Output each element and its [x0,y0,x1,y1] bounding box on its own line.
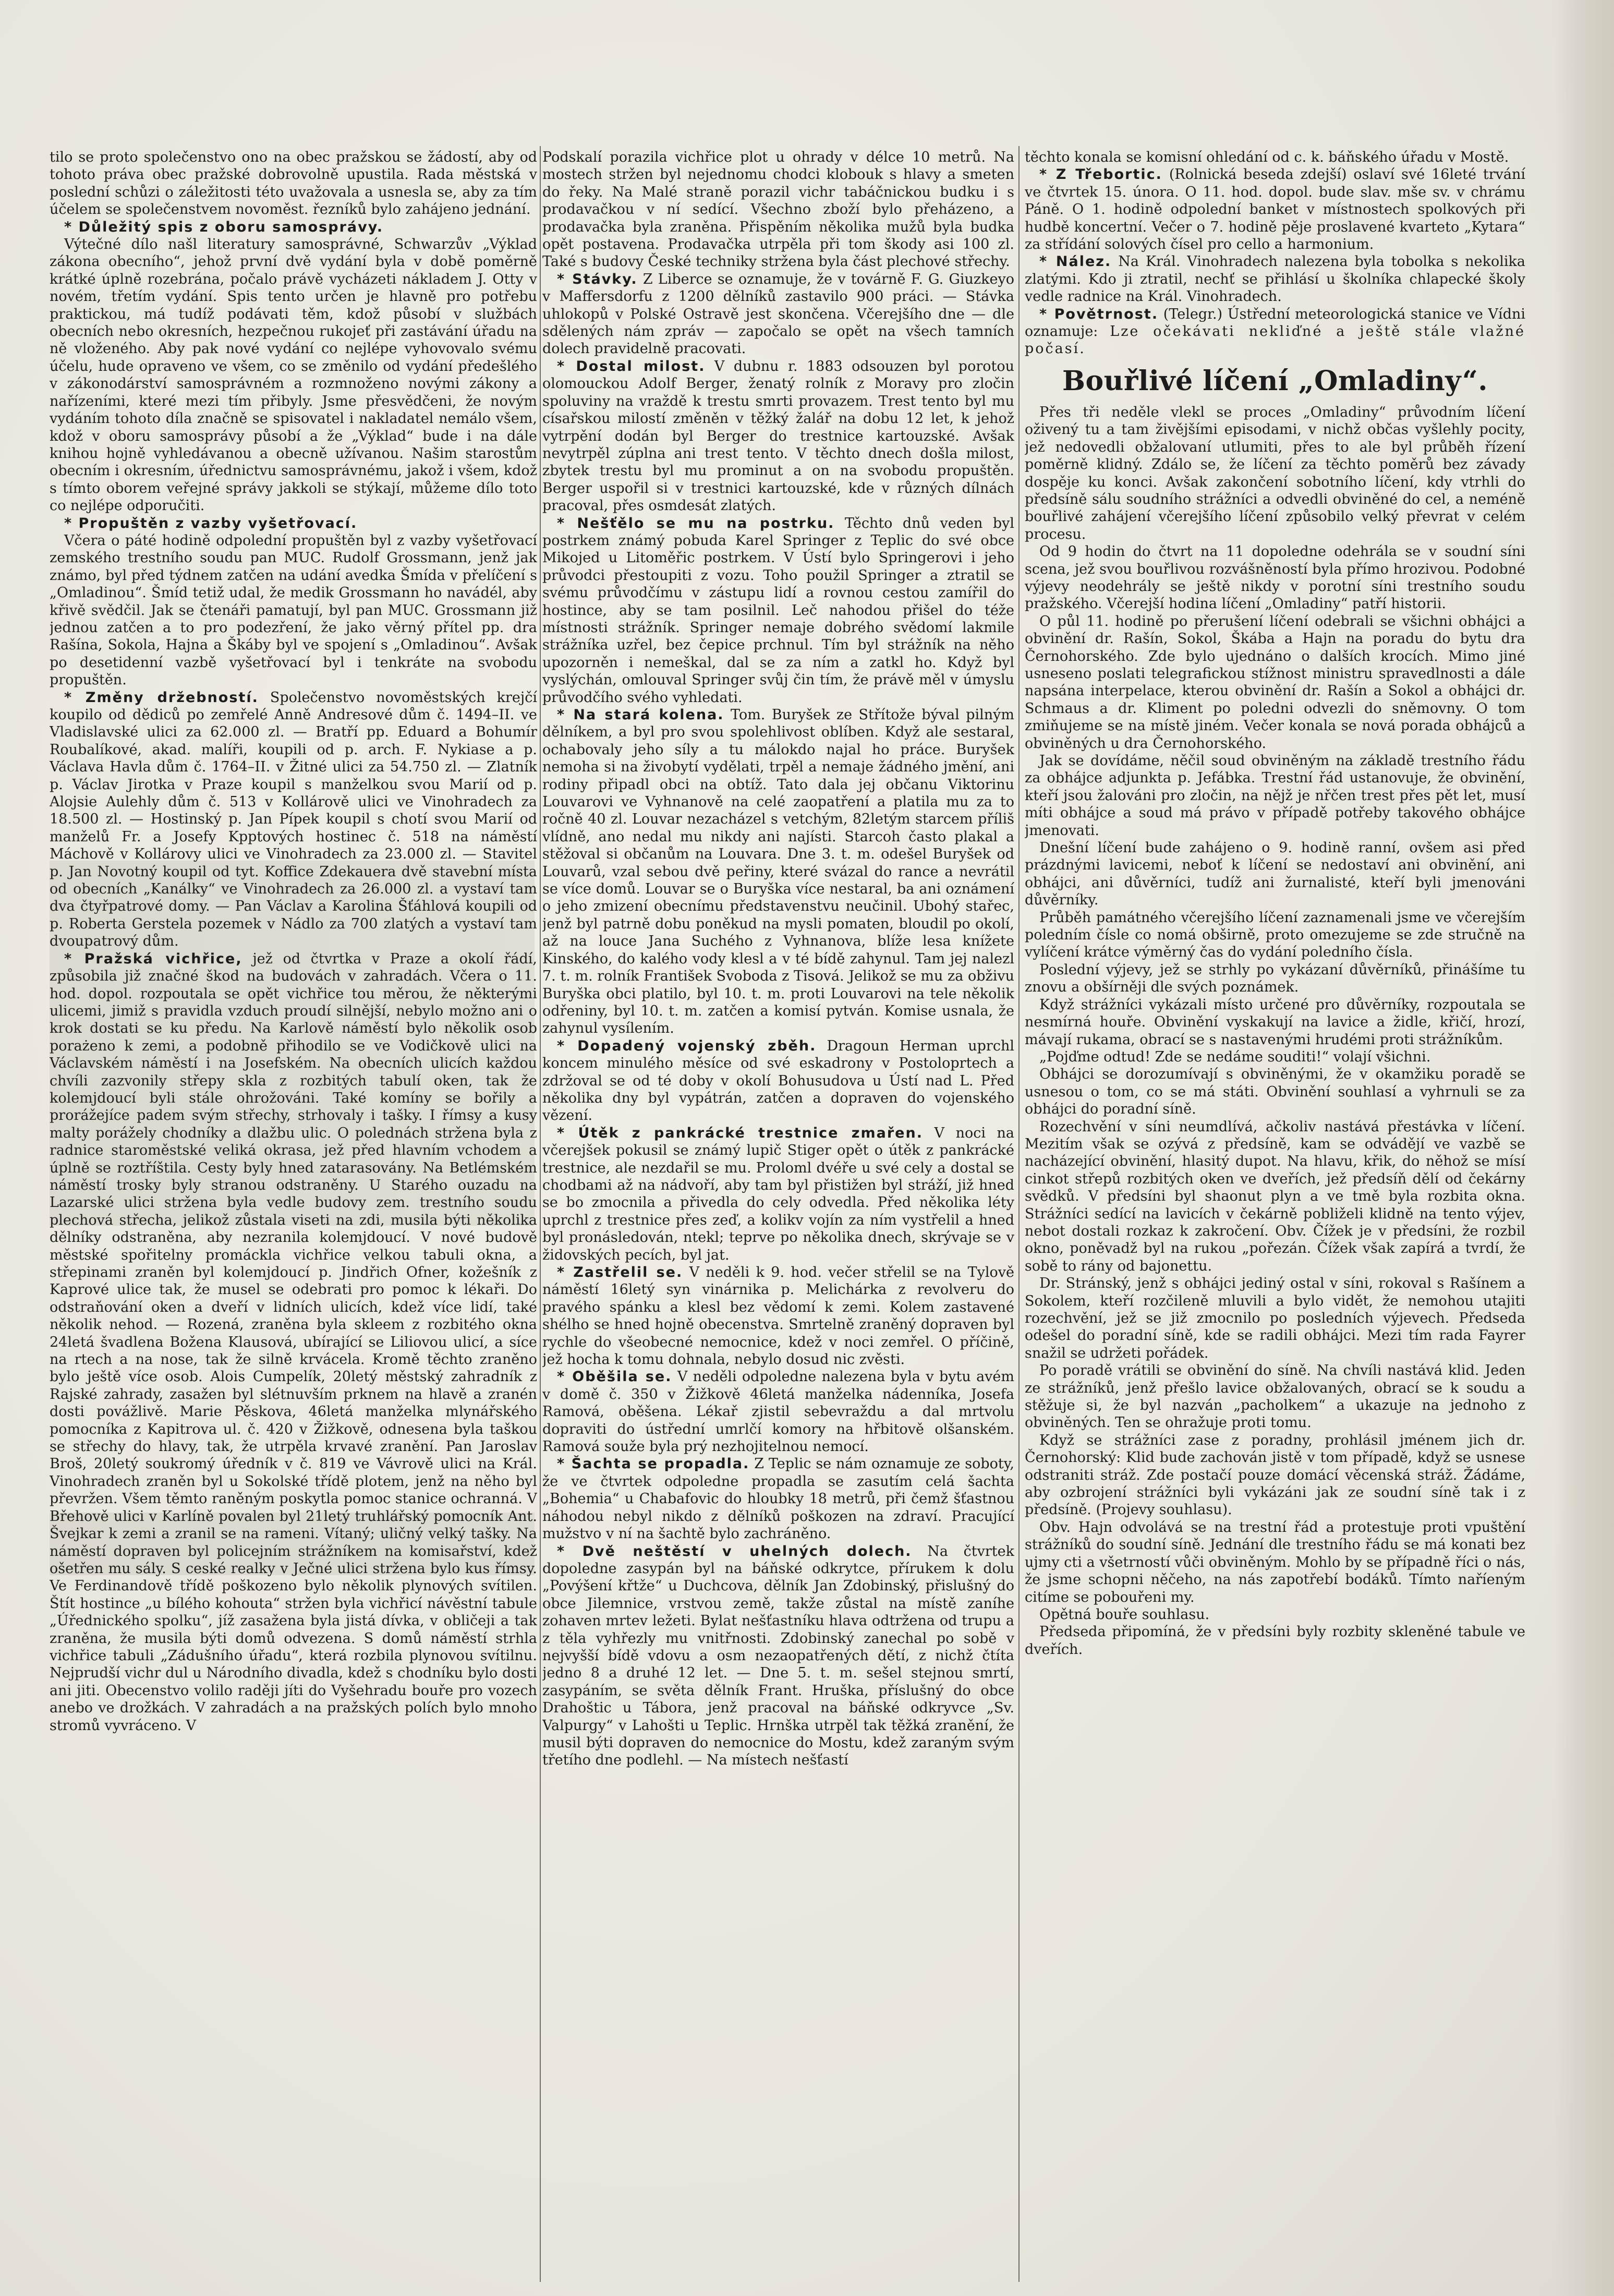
article-body: Přes tři neděle vlekl se proces „Omladiny“ průvodním líčení oživený tu a tam živějšími episodami, v nichž občas vyšlehly pocity, jež nedovedli obžalovaní utlumiti, přes to ale byl průběh řízení poměrně klidný. Zdálo se, že líčení za těchto poměrů bez závady dospěje ku konci. Avšak zakončení sobotního líčení, kdy vtrhli do předsíně sálu soudního strážníci a odvedli obviněné do cel, a neméně bouřlivé zahájení včerejšího líčení způsobilo velký převrat v celém procesu. [1025,404,1525,542]
article-heading: * Důležitý spis z oboru samosprávy. [64,219,384,235]
article-body: Obhájci se dorozumívají s obviněnými, že v okamžiku poradě se usnesou o tom, co se má státi. Obvinění souhlasí a vyhrnuli se za obhájci do poradní síně. [1025,1066,1525,1118]
article-body: Rozechvění v síni neumdlívá, ačkoliv nastává přestávka v líčení. Mezitím však se ozývá z předsíně, kam se odvádějí ve vazbě se nacházející obvinění, hlasitý dupot. Na hlavu, křik, do něhož se mísí cinkot střepů rozbitých oken ve dveřích, jež předsíň dělí od čekárny svědků. V předsíni byl shaonut plyn a ve tmě byla rozbita okna. Strážníci sedící na lavicích v čekárně pobliželi klidně na tento výjev, nebot dostali rozkaz k zakročení. Obv. Čížek je v předsíni, že rozbil okno, poněvadž byl na rukou „pořezán. Čížek však zapírá a tvrdí, že sobě to rány od bajonettu. [1025,1118,1525,1274]
article-hanging [542,1368,1014,1455]
article-property-changes [50,689,537,950]
article-heading: * Dostal milost. [557,358,706,374]
article-strikes [542,271,1014,358]
article-heading: * Dopadený vojenský zběh. [557,1037,817,1054]
article-heading: * Na stará kolena. [557,707,724,723]
article-deserter [542,1037,1014,1125]
article-body: (Telegr.) Ústřední meteorologická stanice ve Vídni oznamuje: [1025,306,1525,340]
article-continued-text: Podskalí porazila vichřice plot u ohrady v délce 10 metrů. Na mostech stržen byl nejednomu chodci klobouk s hlavy a smeten do řeky. Na Malé straně porazil vichr tabáčnickou budku i s prodavačkou v ní sedící. Všechno zboží bylo přeházeno, a prodavačka byla zraněna. Přispěním několika mužů byla budka opět postavena. Prodavačka utrpěla při tom škody asi 100 zl. Také s budovy České techniky stržena byla část plechové střechy. [542,149,1014,270]
column-right [1025,149,1525,2282]
article-body: Tom. Buryšek ze Střítože býval pilným dělníkem, a byl pro svou spolehlivost oblíben. Když ale sestaral, ochabovaly jeho síly a tu málokdo najal ho práce. Buryšek nemoha si na živobytí vydělati, trpěl a nemaje žádného jmění, ani rodiny připadl obci na obtíž. Tato dala jej občanu Viktorinu Louvarovi ve Vyhnanově na celé zaopatření a platila mu za to ročně 40 zl. Louvar nezacházel s vetchým, 82letým starcem příliš vlídně, ano nedal mu nikdy ani najísti. Starcoh často plakal a stěžoval si občanům na Louvara. Dne 3. t. m. odešel Buryšek od Louvarů, vzal sebou dvě peřiny, které svázal do rance a nevrátil se více domů. Louvar se o Buryška více nestaral, ba ani oznámení o jeho zmizení obecnímu představenstvu neučinil. Ubohý stařec, jenž byl patrně dobu poněkud na mysli pomaten, bloudil po okolí, až na louce Jana Suchého z Vyhnanova, blíže lesa knížete Kinského, do kalého vody klesl a v té bídě zahynul. Tam jej nalezl 7. t. m. rolník František Svoboda z Tisová. Jelikož se mu za obživu Buryška obci platilo, byl 10. t. m. proti Louvarovi na tele několik odřeniny, byl 10. t. m. zatčen a komisí pytván. Komise usnala, že zahynul vysílením. [542,707,1014,1037]
page-edge-shadow [1554,0,1614,2296]
article-trebortice [1025,166,1525,253]
article-body: Společenstvo novoměstských krejčí koupilo od dědiců po zemřelé Anně Andresové dům č. 1494–II. ve Vladislavské ulici za 62.000 zl. — Bratří pp. Eduard a Bohumír Roubalíkové, akad. malíři, koupili od p. arch. F. Nykiase a p. Václava Havla dům č. 1764–II. v Žitné ulici za 54.750 zl. — Zlatník p. Václav Jirotka v Praze koupil s manželkou svou Marií od p. Alojsie Aulehly dům č. 513 v Kollárově ulici ve Vinohradech za 18.500 zl. — Hostinský p. Jan Pípek koupil s chotí svou Marií od manželů Fr. a Josefy Kpptových hostinec č. 518 na náměstí Máchově v Kollárovy ulici ve Vinohradech za 23.000 zl. — Stavitel p. Jan Novotný koupil od tyt. Koffice Zdekauera dvě stavební místa od obecních „Kanálky“ ve Vinohradech za 26.000 zl. a vystaví tam dva čtyřpatrové domy. — Pan Václav a Karolina Šťáhlová koupili od p. Roberta Gerstela pozemek v Nádlo za 700 zlatých a vystaví tam dvoupatrový dům. [50,689,537,950]
article-pardon [542,358,1014,515]
article-prison-escape [542,1125,1014,1264]
article-weather [1025,306,1525,358]
article-continued-text: těchto konala se komisní ohledání od c. k. báňského úřadu v Mostě. [1025,149,1509,165]
article-body: O půl 11. hodině po přerušení líčení odebrali se všichni obhájci a obvinění dr. Rašín, Sokol, Škába a Hajn na poradu do bytu dra Černohorského. Zde bylo ujednáno o dalších krocích. Mimo jiné usneseno poslati telegrafickou stížnost ministru spravedlnosti a dále napsána interpelace, kterou obvinění dr. Rašín a Sokol a obhájci dr. Schmaus a dr. Kliment po poledni odvezli do sněmovny. O tom zmiňujeme se na místě jiném. Večer konala se nová porada obhájců a obviněných u dra Černohorského. [1025,613,1525,752]
column-middle [542,149,1014,2282]
article-body: Výtečné dílo našl literatury samosprávné, Schwarzův „Výklad zákona obecního“, jehož první dvě vydání byla v době poměrně krátké úplně rozebrána, počalo právě vycházeti nákladem J. Otty v novém, třetím vydání. Spis tento určen je hlavně pro potřebu praktickou, má tudíž podávati těm, kdož působí v službách obecních nebo okresních, hezpečnou rukojeť při zastávání úřadu na ně vloženého. Aby pak nové vydání co nejlépe vyhovovalo svému účelu, hude opraveno ve všem, co se změnilo od vydání předešlého v zákonodárství samosprávném a rozmnoženo novými zákony a nařízeními, které mezi tím přibyly. Jsme přesvědčeni, že novým vydáním tohoto díla značně se spisovatel i nakladatel nemálo všem, kdož v oboru samosprávy působí a že „Výklad“ bude i na dále knihou hojně vyhledávanou a obecně užívanou. Našim starostům obecním i okresním, úřednictvu samosprávnému, jakož i všem, kdož s tímto oborem veřejné správy jakkoli se stýkají, můžeme dílo toto co nejlépe odporučiti. [50,236,537,514]
article-body: V noci na včerejšek pokusil se známý lupič Stiger opět o útěk z pankrácké trestnice, ale nezdařil se mu. Proloml dvéře u své cely a dostal se chodbami až na nádvoří, aby tam byl přistižen byl stráží, již hned se bo zmocnila a přivedla do cely odvedla. Před několika léty uprchl z trestnice přes zeď, a kolikv vojín za ním vystřelil a hned byl pronásledován, ntekl; teprve po několika dnech, skrývaje se v židovských pecích, byl jat. [542,1125,1014,1263]
article-body: Z Liberce se oznamuje, že v továrně F. G. Giuzkeyo v Maffersdorfu z 1200 dělníků zastavilo 900 práci. — Stávka uhlokopů v Polské Ostravě jest skončena. Včerejšího dne — dle sdělených nám zpráv — započalo se opět na všech tamních dolech pravidelně pracovati. [542,271,1014,357]
article-body: Na Král. Vinohradech nalezena byla tobolka s nekolika zlatými. Kdo ji ztratil, nechť se přihlásí u školníka chlapecké školy vedle radnice na Král. Vinohradech. [1025,253,1525,305]
article-body: Dr. Stránský, jenž s obhájci jediný ostal v síni, rokoval s Rašínem a Sokolem, kteří rozčileně mluvili a bylo vidět, že nemohou utajiti rozechvění, jež se již zmocnilo po posledních výjevech. Předseda odešel do poradní síně, kde se radili obhájci. Mezi tím rada Fayrer snažil se udržeti pořádek. [1025,1275,1525,1361]
article-body: Průběh památného včerejšího líčení zaznamenali jsme ve včerejším poledním čísle co nomá obširně, proto omezujeme se zde stručně na vylíčení krátce výměrný čas do vydání poledního čísla. [1025,909,1525,961]
article-body: Obv. Hajn odvolává se na trestní řád a protestuje proti vpuštění strážníků do soudní síně. Jednání dle trestního řádu se má konati bez ujmy cti a všetrností vůči obviněným. Mohlo by se případně říci o nás, že jsme schopni něčeho, na nás zapotřebí bodáků. Tímto naříeným citíme se pobouřeni my. [1025,1519,1525,1605]
weather-forecast: Lze očekávati nekliďné a ještě stále vlažné počasí. [1025,323,1525,357]
article-mine-collapse [542,1455,1014,1542]
article-body: Když se strážníci zase z poradny, prohlásil jménem jich dr. Černohorský: Klid bude zachován jistě v tom případě, když se usnese odstraniti stráž. Zde postačí pouze domácí věcenská stráž. Žádáme, aby ozbrojení strážníci byli vykázáni jak ze soudní síně tak i z předsíně. (Projevy souhlasu). [1025,1432,1525,1518]
article-body: V neděli k 9. hod. večer střelil se na Tylově náměstí 16letý syn vinárnika p. Melichárka z revolveru do pravého spánku a klesl bez vědomí k zemi. Kolem zastavené shélho se hned hojně obecenstva. Smrtelně zraněný dopraven byl rychle do všeobecné nemocnice, kdež v noci zemřel. O příčině, jež hocha k tomu dohnala, nebylo dosud nic zvěsti. [542,1264,1014,1368]
article-heading: * Pražská vichřice, [64,950,242,967]
article-heading: * Útěk z pankrácké trestnice zmařen. [557,1125,923,1141]
article-body: V dubnu r. 1883 odsouzen byl porotou olomouckou Adolf Berger, ženatý rolník z Moravy pro zločin spoluviny na vraždě k trestu smrti provazem. Trest tento byl mu císařskou milostí změněn v těžký žalář na dobu 12 let, k jehož vytrpění dodán byl Berger do trestnice kartouzské. Avšak nevytrpěl zúplna ani trest tento. V těchto dnech došla milost, zbytek trestu byl mu prominut a on na svobodu propuštěn. Berger uspořil si v trestnici kartouzské, kde v různých dílnách pracoval, přes osmdesát zlatých. [542,358,1014,514]
main-headline: Bouřlivé líčení „Omladiny“. [1062,365,1488,397]
article-old-age [542,706,1014,1037]
article-coal-mine-accidents [542,1543,1014,1769]
article-important-self-government [50,219,537,236]
article-heading: * Dvě neštěstí v uhelných dolech. [557,1543,912,1560]
article-body: Dnešní líčení bude zahájeno o 9. hodině ranní, ovšem asi před prázdnými lavicemi, neboť k líčení se nedostaví ani obvinění, ani obhájci, ani důvěrníci, tudíž ani žurnalisté, kteří byli jmenováni důvěrníky. [1025,840,1525,909]
column-left [50,149,537,2282]
article-heading: * Šachta se propadla. [557,1456,750,1472]
article-body: Dragoun Herman uprchl koncem minulého měsíce od své eskadrony v Postoloprtech a zdržoval se od té doby v okolí Bohusudova u Ústí nad L. Před několika dny byl vypátrán, zatčen a dopraven do vojenského vězení. [542,1037,1014,1124]
article-body: Když strážníci vykázali místo určené pro důvěrníky, rozpoutala se nesmírná houře. Obvinění vyskakují na lavice a židle, křičí, hrozí, mávají rukama, obrací se s nastavenými hrudémi proti strážníkům. [1025,996,1525,1048]
article-released-from-custody [50,515,537,532]
article-found-item [1025,253,1525,305]
article-heading: * Zastřelil se. [557,1264,683,1280]
article-body: Od 9 hodin do čtvrt na 11 dopoledne odehrála se v soudní síni scena, jež svou bouřlivou rozvášněností byla přímo hrozivou. Podobné výjevy neodehrály se ještě nikdy v porotní síni trestního soudu pražského. Včerejší hodina líčení „Omladiny“ patří historii. [1025,543,1525,612]
article-body: Jak se dovídáme, něčil soud obviněným na základě trestního řádu za obhájce adjunkta p. Jefábka. Trestní řád ustanovuje, že obvinění, kteří jsou žalováni pro zločin, na nějž je nřčen trest přes pět let, musí míti obhájce a soud má právo v případě potřeby takového obhájce jmenovati. [1025,753,1525,839]
article-body: (Rolnická beseda zdejší) oslaví své 16leté trvání ve čtvrtek 15. února. O 11. hod. dopol. bude slav. mše sv. v chrámu Páně. O 1. hodině odpolední banket v místnostech spolkových při hudbě koncertní. Večer o 7. hodině pěje proslavené kvarteto „Kytara“ za střídání solových čísel pro cello a harmonium. [1025,166,1525,253]
article-body: jež od čtvrtka v Praze a okolí řádí, způsobila již značné škod na budovách v zahradách. Včera o 11. hod. dopol. rozpoutala se opět vichřice tou měrou, že některými ulicemi, jimiž s pravidla vzduch proudí silnější, nebylo možno ani o krok dostati se ku předu. Na Karlově náměstí bylo několik osob porażeno k zemi, a podobně přihodilo se ve Vodičkově ulici na Václavském náměstí i na Josefském. Na obecních ulicích každou chvíli zazvonily střepy skla z rozbitých tabulí oken, tak že kolemjdoucí byli stále ohrožováni. Také komíny se bořily a prorážejíce padem svým střechy, strhovaly i tašky. I římsy a kusy malty porážely chodníky a dlažbu ulic. O polednách stržena byla z radnice staroměstské veliká okrasa, jež před hlavním vchodem a úplně se roztříštila. Cesty byly hned zatarasovány. Na Betlémském náměstí trosky byly stranou odstraněny. U Starého ouzadu na Lazarské ulici stržena byla vedle budovy zem. trestního soudu plechová střecha, jelikož zůstala viseti na zdi, musila býti několika dělníky odstraněna, aby nezranila kolemjdoucí. V nové budově městské spořitelny promáckla vichřice velkou tabuli okna, a střepinami zraněn byl kolemjdoucí p. Jindřich Ofner, kožešník z Kaprové ulice tak, že musel se odebrati pro pomoc k lékaři. Do odstraňování oken a dveří v lidních ulicích, kdež více lidí, také několik nehod. — Rozená, zraněna byla skleem z rozbitého okna 24letá švadlena Božena Klausová, ubírající se Liliovou ulicí, a síce na rtech a na nose, tak že silně krvácela. Kromě těchto zraněno bylo ještě více osob. Alois Cumpelík, 20letý městský zahradník z Rajské zahrady, zasažen byl slétnuvším prknem na hlavě a zranén dosti povážlivě. Marie Pěskova, 46letá manželka mlynářského pomocníka z Kapitrova ul. č. 420 v Žižkově, odnesena byla taškou se střechy do hlavy, tak, že utrpěla krvavé zranění. Pan Jaroslav Broš, 20letý soukromý úředník v č. 819 ve Vávrově ulici na Král. Vinohradech zraněn byl u Sokolské třídě plotem, jenž na něho byl převržen. Všem těmto raněným poskytla pomoc stanice ochranná. V Břehově ulici v Karlíně povalen byl 21letý truhlářský pomocník Ant. Švejkar k zemi a zranil se na rameni. Vítaný; uličný velký tašky. Na náměstí dopraven byl policejním strážníkem na komisařství, kdež ošetřen mu sály. S ceské realky v Ječné ulici stržena bylo kus římsy. Ve Ferdinandově třídě poškozeno bylo několik plynových svítilen. Štít hostince „u bílého kohouta“ stržen byla vichřicí návěstní tabule „Úřednického spolku“, jíž zasažena byla jistá dívka, v obličeji a tak zraněna, že musila býti domů odvezena. S domů náměstí strhla vichřice tabuli „Zádušního úřadu“, která rozbila plynovou svítilnu. Nejprudší vichr dul u Národního divadla, kdež s chodníku bylo dosti ani jiti. Obecenstvo volilo raději jíti do Vyšehradu bouře pro vozech anebo ve drožkách. V zahradách a na pražských polích bylo mnoho stromů vyvráceno. V [50,950,537,1734]
article-prague-storm [50,950,537,1734]
article-body: Poslední výjevy, jež se strhly po vykázaní důvěrníků, přinášíme tu znovu a obšírněji dle svých poznámek. [1025,961,1525,996]
article-continued-text: tilo se proto společenstvo ono na obec pražskou se žádostí, aby od tohoto práva obec pražské dobrovolně upustila. Rada městská v poslední schůzi o záležitosti této uvažovala a usnesla se, aby za tím účelem se společenstvem novoměst. řezníků bylo zahájeno jednání. [50,149,537,218]
article-body: Opětná bouře souhlasu. [1039,1606,1210,1623]
article-heading: * Změny držebností. [64,689,259,706]
article-body: Z Teplic se nám oznamuje ze soboty, že ve čtvrtek odpoledne propadla se zasutím celá šachta „Bohemia“ u Chabafovic do hloubky 18 metrů, při čemž šťastnou náhodou nebyl nikdo z dělníků poškozen na zdraví. Pracující mužstvo v ní na šachtě bylo zachráněno. [542,1456,1014,1542]
article-body: Po poradě vrátili se obvinění do síně. Na chvíli nastává klid. Jeden ze strážníků, jenž přešlo lavice obžalovaných, obrací se k soudu a stěžuje si, že byl nazván „pacholkem“ a ukazuje na jednoho z obviněných. Ten se ohražuje proti tomu. [1025,1362,1525,1431]
article-body: „Pojďme odtud! Zde se nedáme souditi!“ volají všichni. [1039,1048,1431,1065]
article-heading: * Propuštěn z vazby vyšetřovací. [64,515,358,531]
article-body: Těchto dnů veden byl postrkem známý pobuda Karel Springer z Teplic do své obce Mikojed u Litoměřic postrkem. V Ústí bylo Springerovi i jeho průvodci přestoupiti z vozu. Toho použil Springer a ztratil se svému průvodčímu v zástupu lidí a rovnou cestou zamířil do hostince, aby se tam posilnil. Leč nahodou přišel do téže místnosti strážník. Springer nemaje dobrého svědomí lakmile strážníka uzřel, bez čepice prchnul. Tím byl strážník na něho upozorněn i nemeškal, dal se za ním a zatkl ho. Když byl vyslýchán, omlouval Springer svůj čin tím, že právě měl v úmyslu průvodčího svého vyhledati. [542,515,1014,706]
article-heading: * Oběšila se. [557,1369,672,1385]
column-rule [540,146,541,2282]
column-rule [1018,146,1020,2282]
article-body: Předseda připomíná, že v předsíni byly rozbity skleněné tabule ve dveřích. [1025,1624,1525,1658]
article-body: V neděli odpoledne nalezena byla v bytu avém v domě č. 350 v Žižkově 46letá manželka nádenníka, Josefa Ramová, oběšena. Lékař zjistil sebevraždu a dal mrtvolu dopraviti do ústřední umrlčí komory na hřbitově olšanském. Ramová souže byla prý nezhojitelnou nemocí. [542,1369,1014,1455]
article-heading: * Povětrnost. [1039,306,1159,322]
article-shooting [542,1264,1014,1368]
article-escort-escape [542,515,1014,706]
article-heading: * Nález. [1039,253,1112,270]
article-body: Na čtvrtek dopoledne zasypán byl na báňské odkrytce, přírukem k dolu „Povýšení křtže“ u Duchcova, dělník Jan Zdobinský, přislušný do obce Jilemnice, vrstvou země, takže zůstal na místě zaníhe zohaven mrtev ležeti. Bylat nešťastníku hlava odtržena od trupu a z těla vyhřezly mu vnitřnosti. Zdobinský zanechal po sobě v nejvyšší bídě vdovu a osm nezaopatřených dětí, z nichž čtíta jedno 8 a druhé 12 let. — Dne 5. t. m. sešel stejnou smrtí, zasypáním, se světa dělník Frant. Hruška, příslušný do obce Drahoštic u Tábora, jenž pracoval na báňské odkryvce „Sv. Valpurgy“ v Lahošti u Teplic. Hrnška utrpěl tak těžká zranění, že musil býti dopraven do nemocnice do Mostu, kdež zaraným svým třetího dne podlehl. — Na místech nešťastí [542,1543,1014,1769]
article-heading: * Stávky. [557,271,638,287]
article-heading: * Z Třebortic. [1039,166,1162,183]
article-body: Včera o páté hodině odpolední propuštěn byl z vazby vyšetřovací zemského trestního soudu pan MUC. Rudolf Grossmann, jenž jak známo, byl před týdnem zatčen na udání avedka Šmída v přelíčení s „Omladinou“. Šmíd tetiž udal, že medik Grossmann ho navádél, aby křivě svědčil. Jak se čtenáři pamatují, byl pan MUC. Grossmann již jednou zatčen a to pro podezření, že jako věrný přítel pp. dra Rašína, Sokola, Hajna a Škáby byl ve spojení s „Omladinou“. Avšak po desetidenní vazbě vyšetřovací byl i tenkráte na svobodu propuštěn. [50,532,537,688]
article-heading: * Nešťělo se mu na postrku. [557,515,835,531]
